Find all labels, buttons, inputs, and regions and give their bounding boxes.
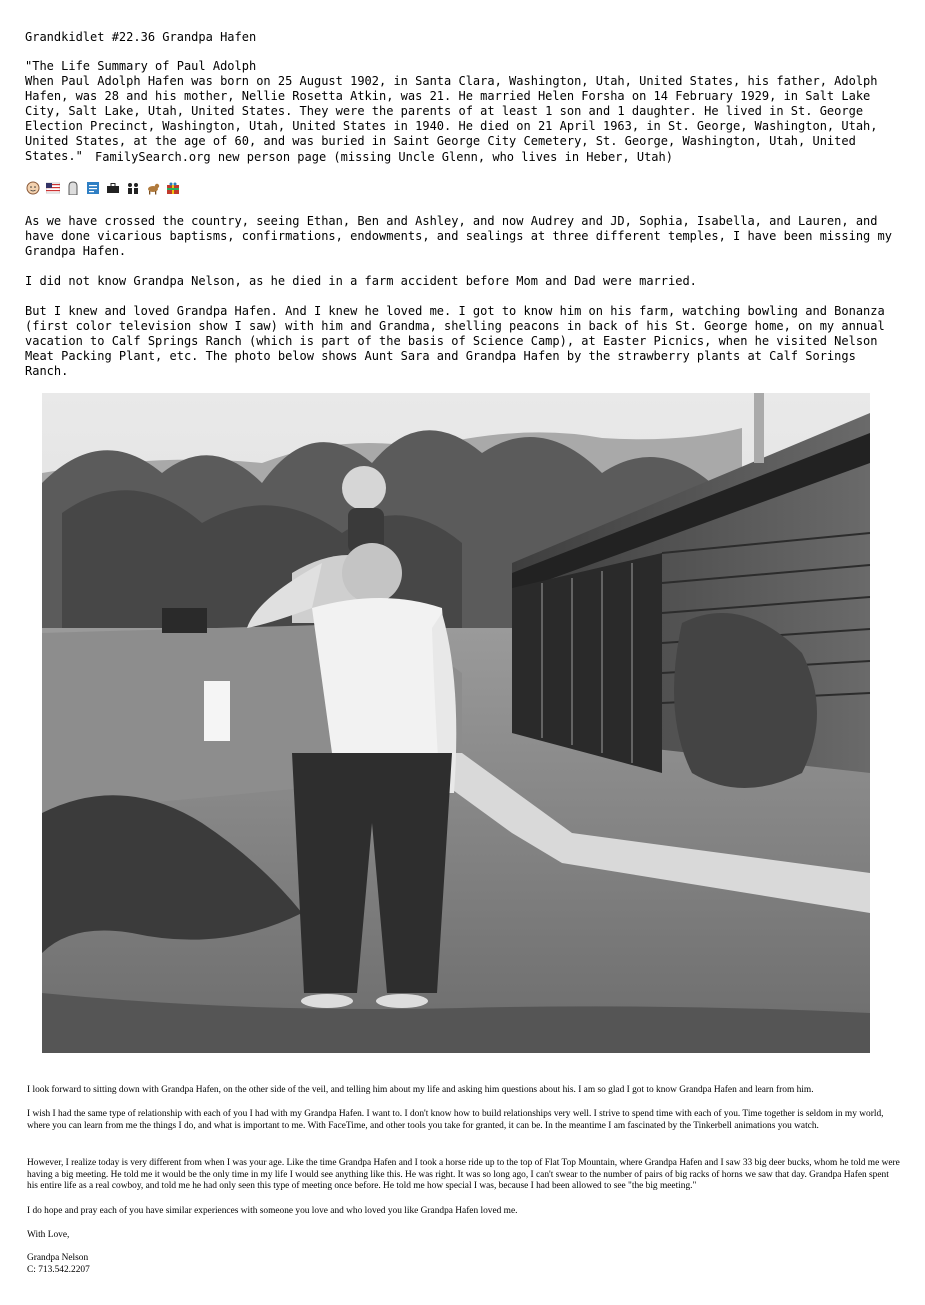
closing-salutation: With Love, (27, 1230, 70, 1240)
family-icon (125, 180, 141, 196)
summary-source-note: FamilySearch.org new person page (missing Uncle Glenn, who lives in Heber, Utah) (95, 150, 673, 164)
contact-phone: C: 713.542.2207 (27, 1265, 90, 1275)
face-icon (25, 180, 41, 196)
briefcase-icon (105, 180, 121, 196)
paragraph-relationship-wish: I wish I had the same type of relationship with each of you I had with my Grandpa Hafen. I want to. I don't know how to build relationships very well. I strive to spend time with each of you. Time together is seldom in my world, where you can learn from me the things I do, and what is important to me. With FaceTime, and other tools you take for granted, it can be. In the meantime I am fascinated by the Tinkerbell animations you watch. (27, 1109, 884, 1131)
paragraph-big-meeting: However, I realize today is very different from when I was your age. Like the time Grandpa Hafen and I took a horse ride up to the top of Flat Top Mountain, where Grandpa Hafen and I saw 33 big deer bucks, whom he told me were having a big meeting. He told me it would be the only time in my life I would see anything like this. He was right. It was so long ago, I can't swear to the number of pairs of big racks of horns we saw that day. Grandpa Hafen spent his entire life as a real cowboy, and told me he had only seen this type of meeting once before. He told me how special I was, because I had been allowed to see "the big meeting." (27, 1158, 900, 1191)
paragraph-grandpa-nelson: I did not know Grandpa Nelson, as he died in a farm accident before Mom and Dad were married. (25, 274, 697, 288)
family-photo (42, 393, 870, 1053)
paragraph-look-forward: I look forward to sitting down with Grandpa Hafen, on the other side of the veil, and telling him about my life and asking him questions about his. I am so glad I got to know Grandpa Hafen and learn from him. (27, 1085, 814, 1095)
dog-icon (145, 180, 161, 196)
paragraph-hope-and-pray: I do hope and pray each of you have similar experiences with someone you love and who loved you like Grandpa Hafen loved me. (27, 1206, 518, 1216)
paragraph-missing-grandpa: As we have crossed the country, seeing Ethan, Ben and Ashley, and now Audrey and JD, Sophia, Isabella, and Lauren, and have done vicarious baptisms, confirmations, endowments, and sealings at three different temples, I have been missing my Grandpa Hafen. (25, 214, 900, 258)
flag-icon (45, 180, 61, 196)
life-summary-quote: "The Life Summary of Paul Adolph When Paul Adolph Hafen was born on 25 August 1902, in Santa Clara, Washington, Utah, United States, his father, Adolph Hafen, was 28 and his mother, Nellie Rosetta Atkin, was 21. He married Helen Forsha on 14 February 1929, in Salt Lake City, Salt Lake, Utah, United States. They were the parents of at least 1 son and 1 daughter. He lived in St. George Election Precinct, Washington, Utah, United States in 1940. He died on 21 April 1963, in St. George, Washington, Utah, United States, at the age of 60, and was buried in Saint George City Cemetery, St. George, Washington, Utah, United States." (25, 59, 878, 163)
icon-row (25, 180, 181, 196)
paragraph-knew-grandpa-hafen: But I knew and loved Grandpa Hafen. And I knew he loved me. I got to know him on his farm, watching bowling and Bonanza (first color television show I saw) with him and Grandma, shelling peacons in back of his St. George home, on my annual vacation to Calf Springs Ranch (which is part of the basis of Science Camp), at Easter Picnics, when he visited Nelson Meat Packing Plant, etc. The photo below shows Aunt Sara and Grandpa Hafen by the strawberry plants at Calf Sorings Ranch. (25, 304, 892, 378)
page-title: Grandkidlet #22.36 Grandpa Hafen (25, 30, 257, 44)
signature-name: Grandpa Nelson (27, 1253, 89, 1263)
tombstone-icon (65, 180, 81, 196)
gift-icon (165, 180, 181, 196)
document-icon (85, 180, 101, 196)
